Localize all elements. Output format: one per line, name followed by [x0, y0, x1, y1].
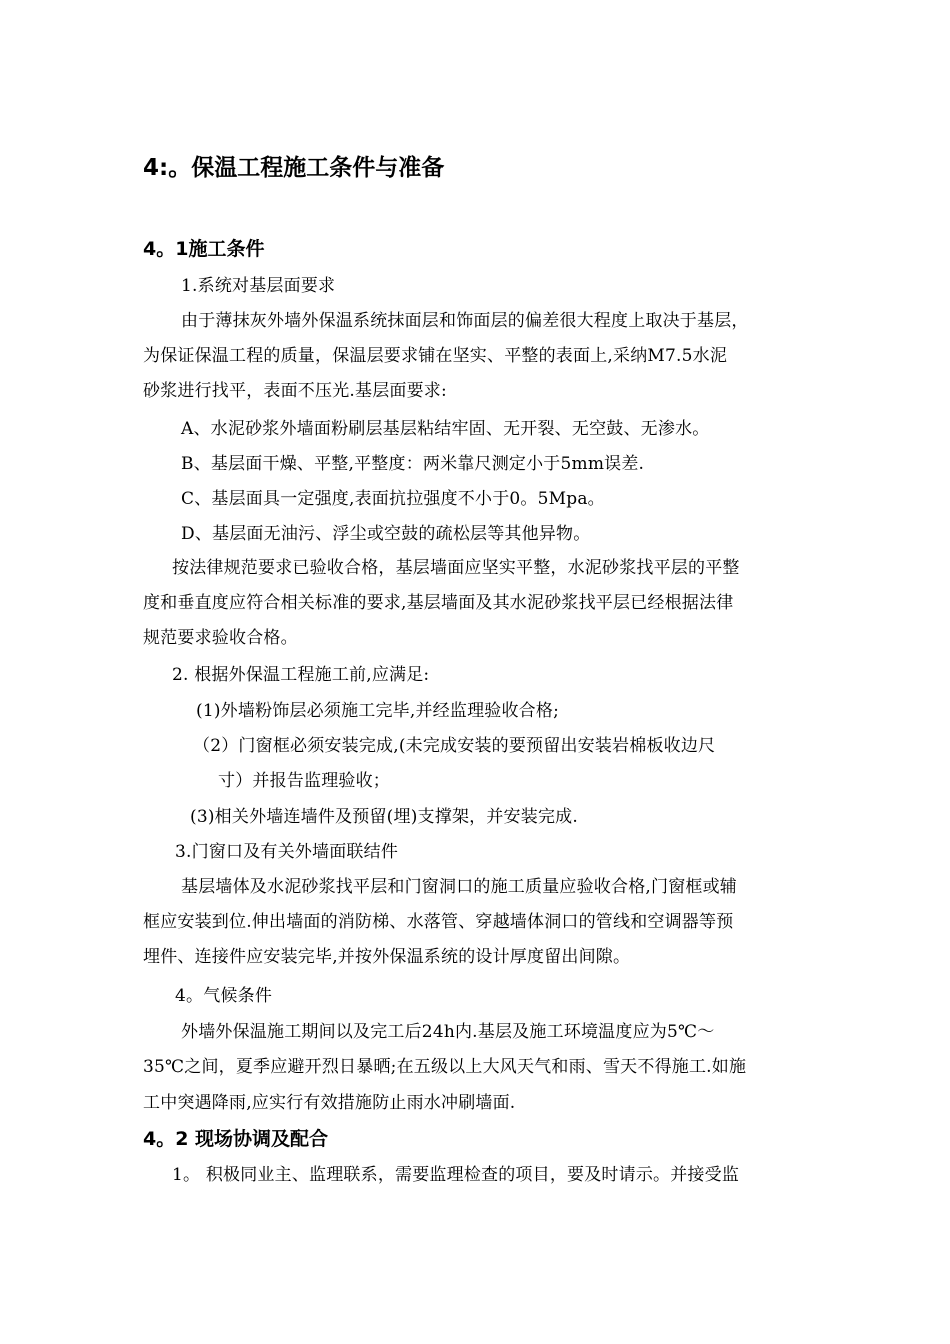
page-title: 4:。保温工程施工条件与准备	[143, 155, 445, 181]
sub-item-2-continued: 寸）并报告监理验收；	[218, 771, 390, 791]
paragraph-line: 埋件、连接件应安装完毕,并按外保温系统的设计厚度留出间隙。	[143, 947, 631, 967]
item-title-openings: 3.门窗口及有关外墙面联结件	[175, 842, 399, 862]
paragraph-line: 工中突遇降雨,应实行有效措施防止雨水冲刷墙面.	[143, 1093, 516, 1113]
paragraph-line: 框应安装到位.伸出墙面的消防梯、水落管、穿越墙体洞口的管线和空调器等预	[143, 912, 734, 932]
requirement-d: D、基层面无油污、浮尘或空鼓的疏松层等其他异物。	[181, 524, 591, 544]
item-title-climate: 4。气候条件	[175, 986, 273, 1006]
sub-item-3: (3)相关外墙连墙件及预留(埋)支撑架，并安装完成.	[190, 807, 578, 827]
paragraph-line: 外墙外保温施工期间以及完工后24h内.基层及施工环境温度应为5℃～	[181, 1022, 715, 1042]
paragraph-line: 由于薄抹灰外墙外保温系统抹面层和饰面层的偏差很大程度上取决于基层，	[181, 311, 749, 331]
requirement-b: B、基层面干燥、平整,平整度：两米靠尺测定小于5mm误差.	[181, 454, 645, 474]
item-title-base-requirements: 1.系统对基层面要求	[181, 276, 336, 296]
item-title-pre-construction: 2. 根据外保温工程施工前,应满足:	[172, 665, 430, 685]
paragraph-line: 度和垂直度应符合相关标准的要求,基层墙面及其水泥砂浆找平层已经根据法律	[143, 593, 734, 613]
paragraph-line: 基层墙体及水泥砂浆找平层和门窗洞口的施工质量应验收合格,门窗框或辅	[181, 877, 738, 897]
section-heading-site-coordination: 4。2 现场协调及配合	[143, 1128, 329, 1150]
requirement-c: C、基层面具一定强度,表面抗拉强度不小于0。5Mpa。	[181, 489, 605, 509]
coordination-item-1: 1。 积极同业主、监理联系，需要监理检查的项目，要及时请示。并接受监	[172, 1165, 740, 1185]
paragraph-line: 规范要求验收合格。	[143, 628, 298, 648]
section-heading-construction-conditions: 4。1施工条件	[143, 238, 265, 260]
paragraph-line: 为保证保温工程的质量，保温层要求铺在坚实、平整的表面上,采纳M7.5水泥	[143, 346, 728, 366]
sub-item-2: （2）门窗框必须安装完成,(未完成安装的要预留出安装岩棉板收边尺	[193, 736, 716, 756]
paragraph-line: 35℃之间，夏季应避开烈日暴晒;在五级以上大风天气和雨、雪天不得施工.如施	[143, 1057, 747, 1077]
sub-item-1: (1)外墙粉饰层必须施工完毕,并经监理验收合格;	[196, 701, 560, 721]
paragraph-line: 砂浆进行找平，表面不压光.基层面要求:	[143, 381, 447, 401]
paragraph-line: 按法律规范要求已验收合格，基层墙面应坚实平整，水泥砂浆找平层的平整	[172, 558, 740, 578]
requirement-a: A、水泥砂浆外墙面粉刷层基层粘结牢固、无开裂、无空鼓、无渗水。	[181, 419, 710, 439]
